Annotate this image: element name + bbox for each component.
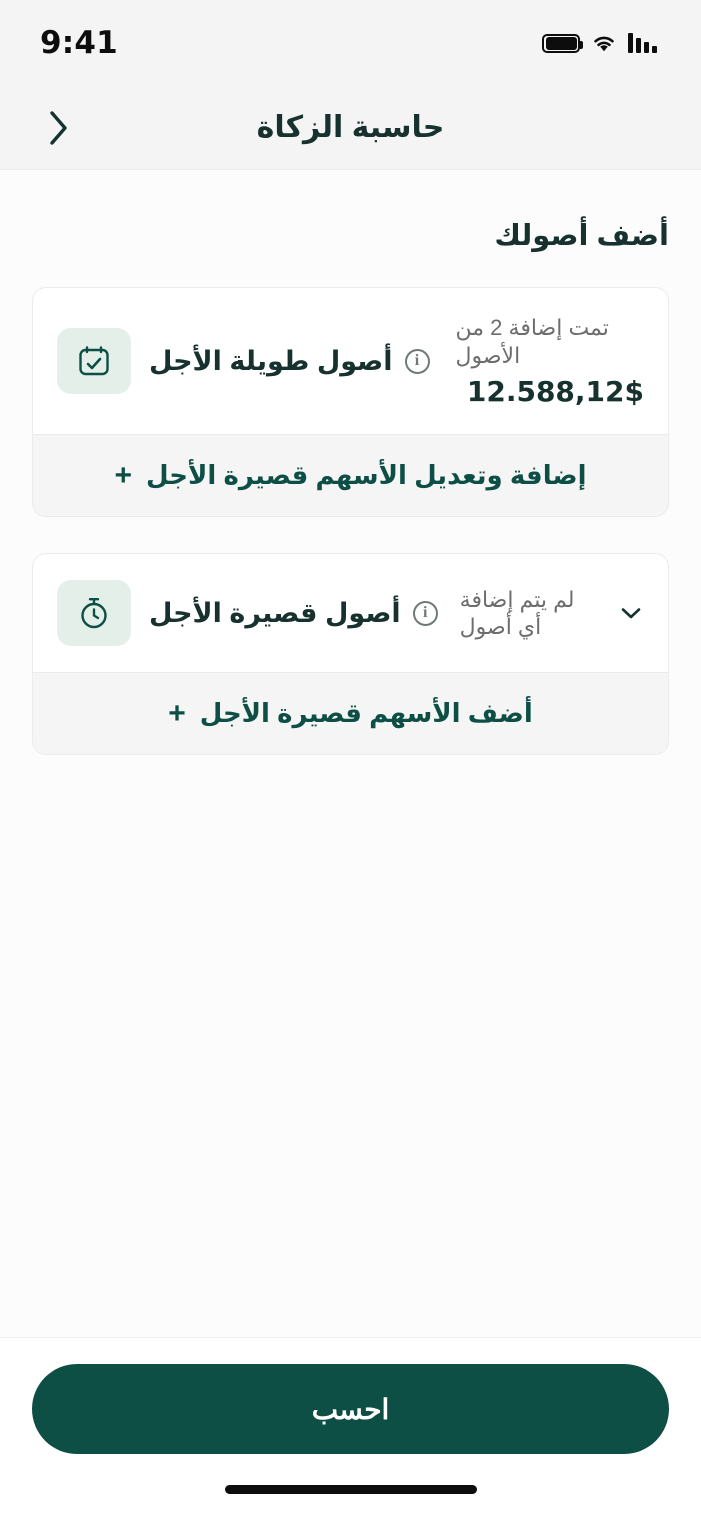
edit-long-term-stocks-label: إضافة وتعديل الأسهم قصيرة الأجل: [146, 460, 587, 490]
long-term-assets-subtitle: تمت إضافة 2 من الأصول: [455, 315, 609, 368]
info-icon[interactable]: i: [405, 349, 430, 374]
chevron-forward-icon[interactable]: [40, 110, 76, 146]
status-time: 9:41: [40, 25, 118, 61]
short-term-assets-row[interactable]: [33, 554, 668, 672]
nav-header: [0, 86, 701, 170]
long-term-assets-row[interactable]: [33, 288, 668, 434]
info-icon[interactable]: i: [413, 601, 438, 626]
long-term-assets-amount: 12.588,12$: [466, 375, 644, 408]
short-term-assets-subtitle: لم يتم إضافة أي أصول: [459, 586, 575, 639]
add-short-term-stocks-button[interactable]: [33, 672, 668, 754]
edit-long-term-stocks-button[interactable]: [33, 434, 668, 516]
long-term-assets-values: [448, 314, 644, 408]
plus-icon: +: [114, 458, 133, 492]
status-bar: [0, 0, 701, 86]
stopwatch-icon: [57, 580, 131, 646]
chevron-down-icon[interactable]: [618, 600, 644, 626]
cellular-signal-icon: [628, 33, 657, 53]
short-term-assets-values: [456, 586, 644, 641]
page-title: حاسبة الزكاة: [256, 111, 445, 144]
long-term-assets-label: أصول طويلة الأجل: [149, 345, 393, 376]
calendar-check-icon: [57, 328, 131, 394]
add-short-term-stocks-label: أضف الأسهم قصيرة الأجل: [199, 698, 533, 728]
battery-icon: [542, 34, 580, 53]
main-content: [0, 170, 701, 1337]
long-term-assets-label-group: [149, 346, 430, 377]
status-icons: [542, 33, 657, 53]
plus-icon: +: [168, 696, 186, 730]
short-term-assets-label: أصول قصيرة الأجل: [149, 597, 401, 628]
home-indicator-area: [32, 1454, 669, 1524]
short-term-assets-label-group: [149, 598, 438, 629]
footer: [0, 1337, 701, 1524]
short-term-assets-card: [32, 553, 669, 755]
home-indicator[interactable]: [225, 1485, 477, 1494]
section-title: أضف أصولك: [494, 220, 669, 252]
wifi-icon: [591, 33, 617, 53]
calculate-button[interactable]: احسب: [32, 1364, 669, 1454]
long-term-assets-card: [32, 287, 669, 517]
